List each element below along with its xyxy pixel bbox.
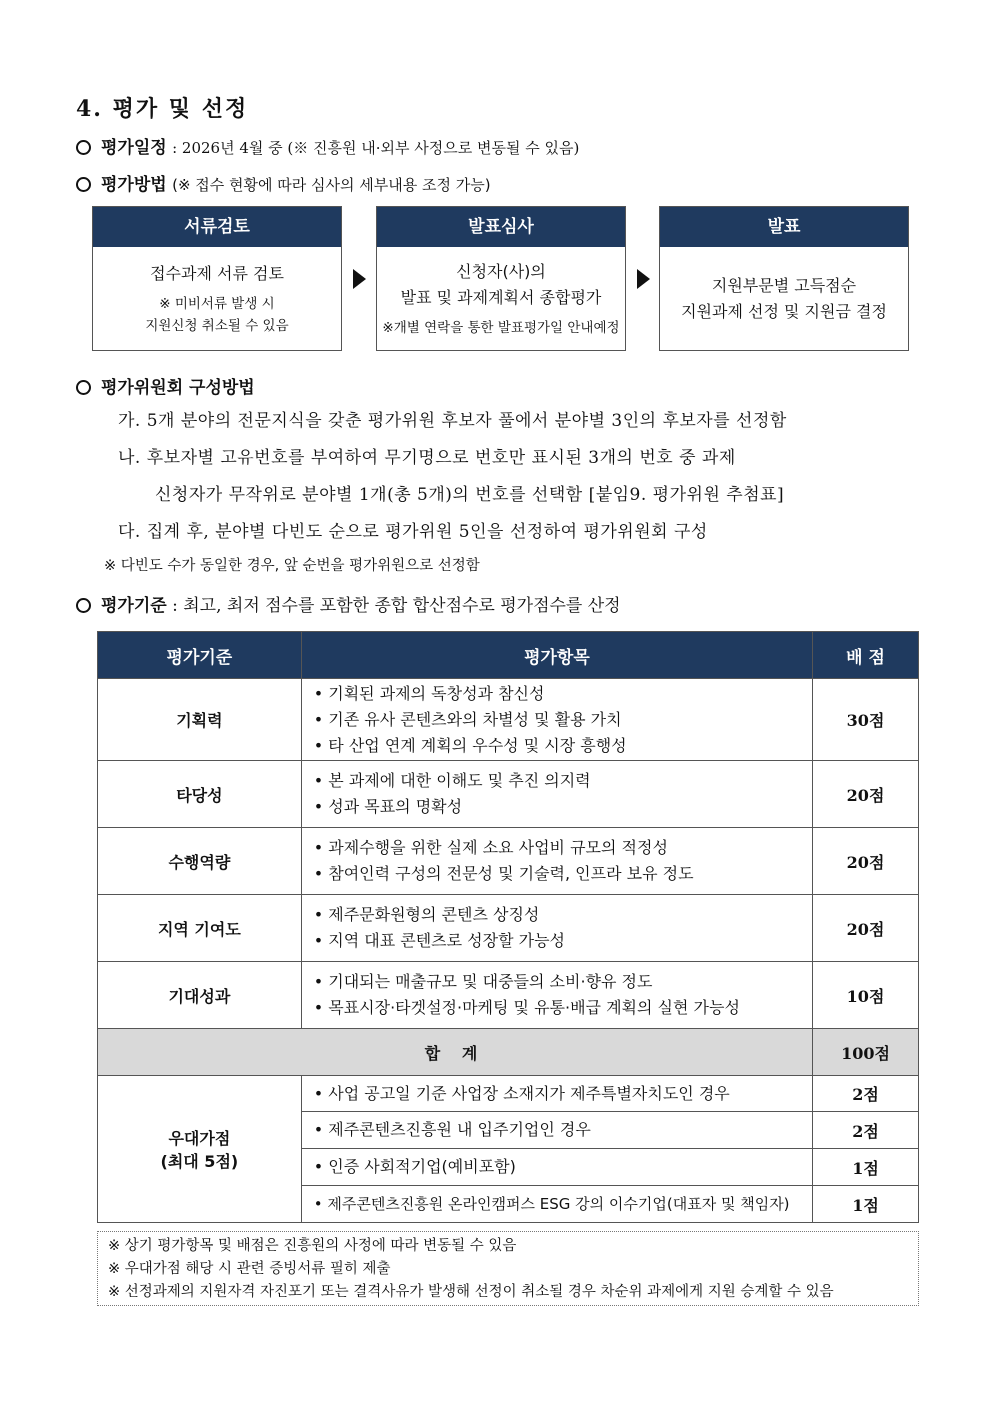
bonus-score: 2점 bbox=[813, 1112, 919, 1149]
criteria-item: • 타 산업 연계 계획의 우수성 및 시장 흥행성 bbox=[313, 735, 627, 755]
table-header-row bbox=[98, 632, 919, 679]
criteria-category: 수행역량 bbox=[98, 828, 302, 895]
total-score: 100점 bbox=[813, 1029, 919, 1076]
circle-bullet-icon bbox=[76, 598, 91, 613]
committee-note: ※ 다빈도 수가 동일한 경우, 앞 순번을 평가위원으로 선정함 bbox=[104, 558, 480, 574]
schedule-label: 평가일정 bbox=[101, 138, 167, 158]
committee-item: 나. 후보자별 고유번호를 부여하여 무기명으로 번호만 표시된 3개의 번호 중 과제 bbox=[118, 448, 736, 468]
table-row bbox=[98, 828, 919, 895]
bonus-item: • 사업 공고일 기준 사업장 소재지가 제주특별자치도인 경우 bbox=[301, 1076, 812, 1112]
criteria-item: • 참여인력 구성의 전문성 및 기술력, 인프라 보유 정도 bbox=[313, 864, 694, 883]
committee-line bbox=[76, 373, 255, 398]
criteria-score: 10점 bbox=[813, 962, 919, 1029]
criteria-category: 기획력 bbox=[98, 679, 302, 761]
arrow-right-icon bbox=[353, 269, 366, 289]
criteria-score: 20점 bbox=[813, 895, 919, 962]
criteria-item: • 기대되는 매출규모 및 대중들의 소비·향유 정도 bbox=[313, 972, 653, 991]
bonus-row bbox=[98, 1076, 919, 1112]
criteria-category: 기대성과 bbox=[98, 962, 302, 1029]
committee-item: 가. 5개 분야의 전문지식을 갖춘 평가위원 후보자 풀에서 분야별 3인의 후보자를 선정함 bbox=[118, 411, 787, 431]
criteria-item: • 기존 유사 콘텐츠와의 차별성 및 활용 가치 bbox=[313, 709, 622, 729]
criteria-items bbox=[301, 895, 812, 962]
criteria-score: 30점 bbox=[813, 679, 919, 761]
flow-box-document-review bbox=[92, 206, 342, 351]
bonus-category-title: 우대가점 bbox=[168, 1129, 231, 1148]
circle-bullet-icon bbox=[76, 177, 91, 192]
table-header: 배 점 bbox=[813, 632, 919, 679]
schedule-line bbox=[76, 133, 579, 158]
bonus-item: • 인증 사회적기업(예비포함) bbox=[301, 1149, 812, 1186]
criteria-item: • 과제수행을 위한 실제 소요 사업비 규모의 적정성 bbox=[313, 838, 668, 857]
criteria-line bbox=[76, 591, 621, 616]
bonus-category-subtitle: (최대 5점) bbox=[160, 1152, 239, 1171]
committee-item: 다. 집계 후, 분야별 다빈도 순으로 평가위원 5인을 선정하여 평가위원회 구성 bbox=[118, 522, 708, 542]
total-label: 합 계 bbox=[98, 1029, 813, 1076]
criteria-items bbox=[301, 828, 812, 895]
table-header: 평가항목 bbox=[301, 632, 812, 679]
criteria-items bbox=[301, 679, 812, 761]
flow-box-note: 지원신청 취소될 수 있음 bbox=[145, 317, 289, 334]
footnote-box bbox=[97, 1231, 919, 1306]
flow-box-title: 발표 bbox=[660, 207, 908, 247]
criteria-category: 지역 기여도 bbox=[98, 895, 302, 962]
criteria-items bbox=[301, 761, 812, 828]
arrow-right-icon bbox=[637, 269, 650, 289]
flow-box-text: 접수과제 서류 검토 bbox=[150, 263, 284, 283]
flow-box-text: 지원부문별 고득점순 bbox=[711, 275, 857, 295]
table-row bbox=[98, 895, 919, 962]
criteria-items bbox=[301, 962, 812, 1029]
flow-box-text: 지원과제 선정 및 지원금 결정 bbox=[681, 301, 887, 321]
table-row bbox=[98, 679, 919, 761]
criteria-item: • 지역 대표 콘텐츠로 성장할 가능성 bbox=[313, 931, 566, 950]
table-header: 평가기준 bbox=[98, 632, 302, 679]
flow-box-title: 서류검토 bbox=[93, 207, 341, 247]
table-row bbox=[98, 761, 919, 828]
section-title: 4. 평가 및 선정 bbox=[76, 96, 249, 122]
bonus-category bbox=[98, 1076, 302, 1223]
bonus-score: 1점 bbox=[813, 1149, 919, 1186]
flow-box-note: ※개별 연락을 통한 발표평가일 안내예정 bbox=[382, 319, 620, 336]
bonus-score: 2점 bbox=[813, 1076, 919, 1112]
circle-bullet-icon bbox=[76, 380, 91, 395]
flow-box-announcement bbox=[659, 206, 909, 351]
committee-item-continued: 신청자가 무작위로 분야별 1개(총 5개)의 번호를 선택함 [붙임9. 평가위원 추첨표] bbox=[155, 485, 785, 505]
total-row bbox=[98, 1029, 919, 1076]
evaluation-table bbox=[97, 631, 919, 1223]
flow-box-note: ※ 미비서류 발생 시 bbox=[159, 295, 275, 312]
footnote: ※ 선정과제의 지원자격 자진포기 또는 결격사유가 발생해 선정이 취소될 경우 차순위 과제에게 지원 승계할 수 있음 bbox=[108, 1284, 834, 1300]
criteria-item: • 본 과제에 대한 이해도 및 추진 의지력 bbox=[313, 771, 591, 790]
schedule-text: : 2026년 4월 중 (※ 진흥원 내·외부 사정으로 변동될 수 있음) bbox=[172, 139, 580, 157]
method-label: 평가방법 bbox=[101, 175, 167, 195]
criteria-item: • 제주문화원형의 콘텐츠 상징성 bbox=[313, 905, 540, 924]
criteria-item: • 기획된 과제의 독창성과 참신성 bbox=[313, 683, 545, 703]
committee-label: 평가위원회 구성방법 bbox=[101, 378, 255, 398]
footnote: ※ 우대가점 해당 시 관련 증빙서류 필히 제출 bbox=[108, 1261, 391, 1277]
flow-box-presentation-review bbox=[376, 206, 626, 351]
criteria-text: : 최고, 최저 점수를 포함한 종합 합산점수로 평가점수를 산정 bbox=[172, 596, 621, 616]
table-row bbox=[98, 962, 919, 1029]
method-note: (※ 접수 현황에 따라 심사의 세부내용 조정 가능) bbox=[172, 176, 491, 194]
bonus-score: 1점 bbox=[813, 1186, 919, 1223]
method-line bbox=[76, 170, 491, 195]
bonus-item: • 제주콘텐츠진흥원 온라인캠퍼스 ESG 강의 이수기업(대표자 및 책임자) bbox=[301, 1186, 812, 1223]
footnote: ※ 상기 평가항목 및 배점은 진흥원의 사정에 따라 변동될 수 있음 bbox=[108, 1238, 517, 1254]
criteria-item: • 목표시장·타겟설정·마케팅 및 유통·배급 계획의 실현 가능성 bbox=[313, 998, 740, 1017]
criteria-item: • 성과 목표의 명확성 bbox=[313, 797, 463, 816]
flow-box-text: 신청자(사)의 bbox=[456, 261, 546, 281]
flow-box-text: 발표 및 과제계획서 종합평가 bbox=[400, 287, 602, 307]
bonus-item: • 제주콘텐츠진흥원 내 입주기업인 경우 bbox=[301, 1112, 812, 1149]
flow-box-title: 발표심사 bbox=[377, 207, 625, 247]
criteria-score: 20점 bbox=[813, 761, 919, 828]
circle-bullet-icon bbox=[76, 140, 91, 155]
criteria-score: 20점 bbox=[813, 828, 919, 895]
criteria-label: 평가기준 bbox=[101, 596, 167, 616]
criteria-category: 타당성 bbox=[98, 761, 302, 828]
